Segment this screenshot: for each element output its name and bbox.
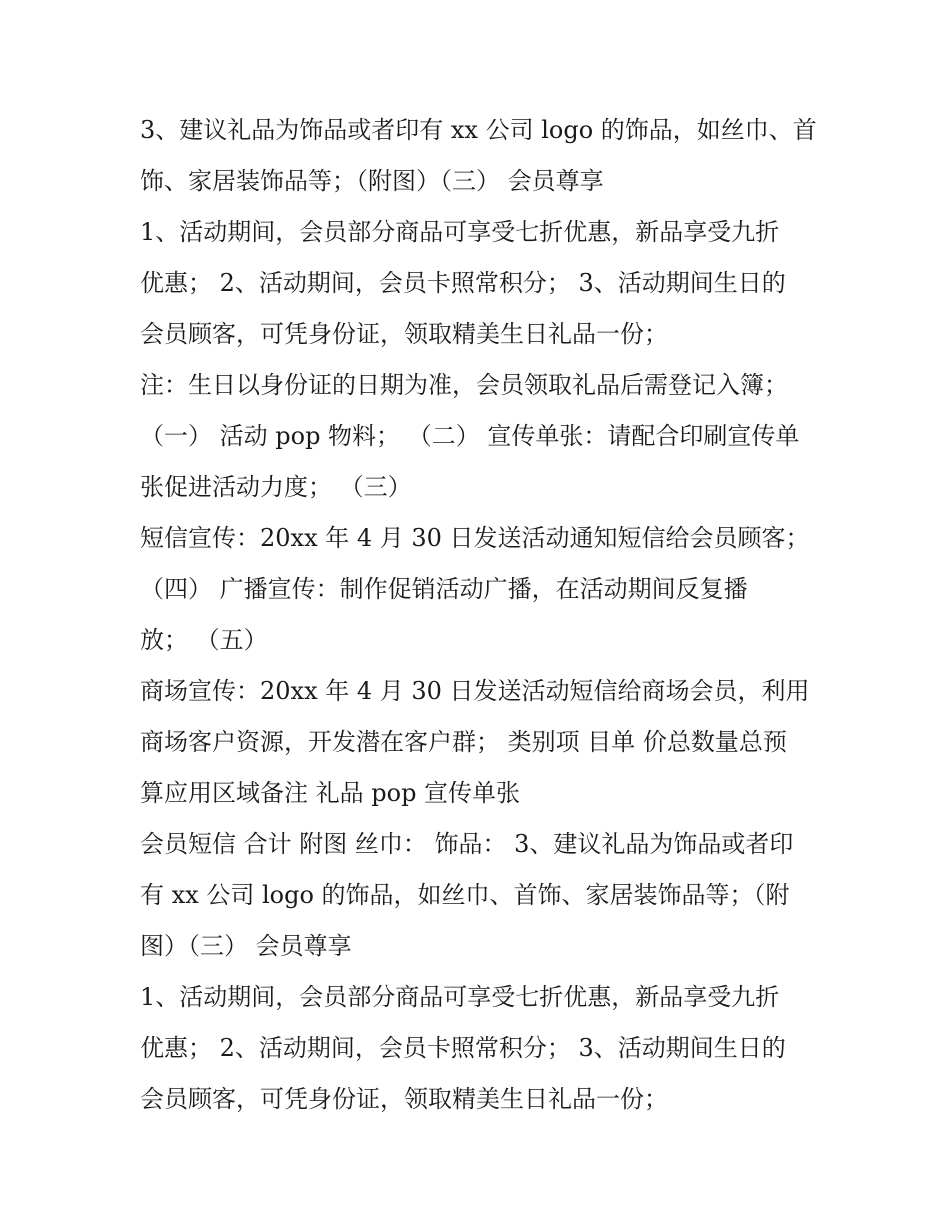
text-line: 优惠； 2、活动期间，会员卡照常积分； 3、活动期间生日的 <box>140 269 786 297</box>
text-line: 商场客户资源，开发潜在客户群； 类别项 目单 价总数量总预 <box>140 728 787 756</box>
text-line: 会员短信 合计 附图 丝巾： 饰品： 3、建议礼品为饰品或者印 <box>140 830 794 858</box>
text-line: 图）（三） 会员尊享 <box>140 932 352 960</box>
text-line: 优惠； 2、活动期间，会员卡照常积分； 3、活动期间生日的 <box>140 1034 786 1062</box>
text-line: 1、活动期间，会员部分商品可享受七折优惠，新品享受九折 <box>140 983 780 1011</box>
text-line: 短信宣传：20xx 年 4 月 30 日发送活动通知短信给会员顾客； <box>140 524 810 552</box>
text-line: 商场宣传：20xx 年 4 月 30 日发送活动短信给商场会员，利用 <box>140 677 810 705</box>
text-line: 1、活动期间，会员部分商品可享受七折优惠，新品享受九折 <box>140 218 780 246</box>
text-line: 有 xx 公司 logo 的饰品，如丝巾、首饰、家居装饰品等；（附 <box>140 881 790 909</box>
text-line: 算应用区域备注 礼品 pop 宣传单张 <box>140 779 521 807</box>
text-line: 会员顾客，可凭身份证，领取精美生日礼品一份； <box>140 320 668 348</box>
text-line: （一） 活动 pop 物料； （二） 宣传单张：请配合印刷宣传单 <box>140 422 800 450</box>
text-line: 张促进活动力度； （三） <box>140 473 412 501</box>
document-body <box>140 105 820 1125</box>
text-line: 注：生日以身份证的日期为准，会员领取礼品后需登记入簿； <box>140 371 788 399</box>
text-line: 放； （五） <box>140 626 268 654</box>
text-line: 3、建议礼品为饰品或者印有 xx 公司 logo 的饰品，如丝巾、首 <box>140 116 817 144</box>
text-line: 饰、家居装饰品等；（附图）（三） 会员尊享 <box>140 167 604 195</box>
text-line: 会员顾客，可凭身份证，领取精美生日礼品一份； <box>140 1085 668 1113</box>
text-line: （四） 广播宣传：制作促销活动广播，在活动期间反复播 <box>140 575 748 603</box>
